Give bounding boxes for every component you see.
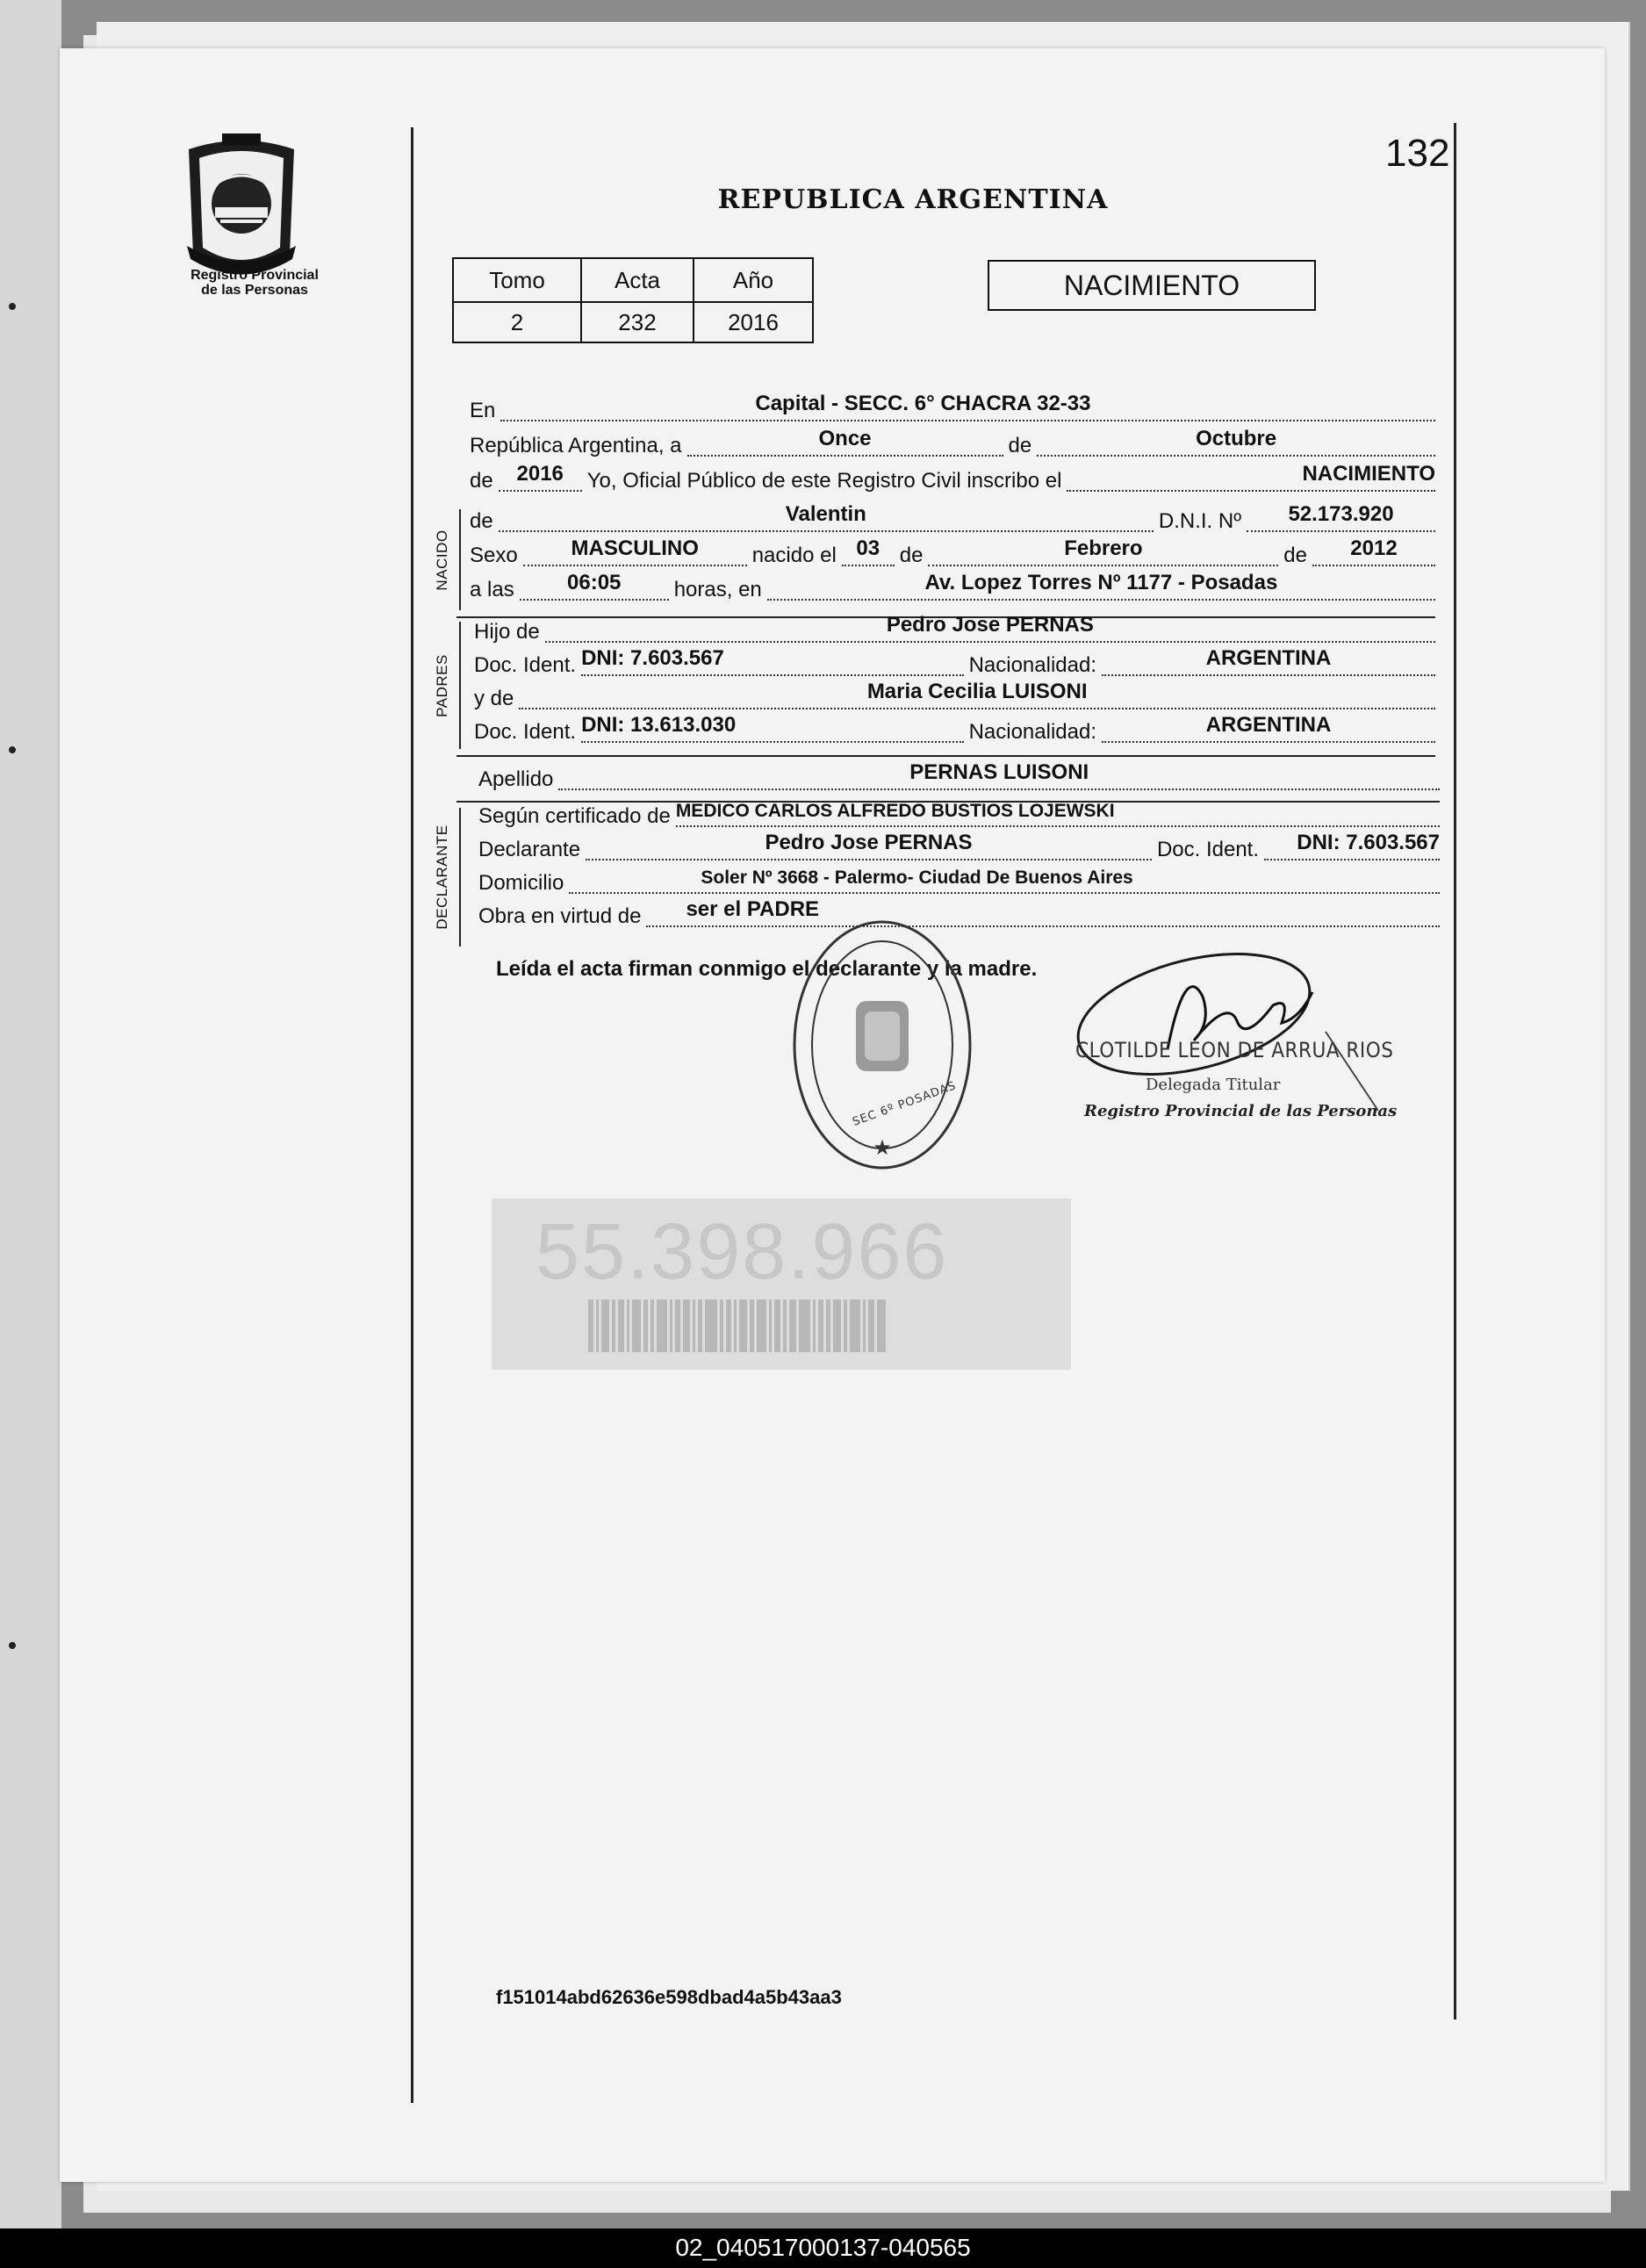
tomo-header: Tomo: [453, 258, 581, 302]
mother-name-value: Maria Cecilia LUISONI: [866, 680, 1088, 703]
anio-value: 2016: [694, 302, 813, 342]
mother-nationality-fill: [1102, 711, 1435, 743]
act-type-value: NACIMIENTO: [1302, 462, 1435, 486]
declarante-line: [478, 831, 1440, 864]
reference-table-header-row: [453, 258, 813, 302]
father-name-value: Pedro Jose PERNAS: [886, 613, 1094, 637]
day-fill: [687, 425, 1003, 457]
sexo-fill: [523, 535, 747, 566]
place-line: [470, 392, 1435, 425]
father-nationality-value: ARGENTINA: [1205, 646, 1332, 670]
registry-caption-line-2: de las Personas: [201, 283, 308, 298]
mother-doc-value: DNI: 13.613.030: [581, 713, 737, 737]
tomo-value: 2: [453, 302, 581, 342]
section-divider: [456, 755, 1435, 757]
father-name-fill: [545, 611, 1435, 643]
place-fill: [500, 390, 1435, 421]
act-type-fill: [1067, 460, 1435, 492]
date-line: [470, 427, 1435, 460]
scan-binding-edge: [0, 0, 61, 2230]
father-doc-value: DNI: 7.603.567: [581, 646, 724, 670]
hora-fill: [520, 569, 669, 601]
child-dni-label: D.N.I. Nº: [1158, 509, 1241, 533]
domicilio-line: [478, 868, 1440, 897]
mother-doc-label: Doc. Ident.: [474, 720, 577, 744]
sexo-value: MASCULINO: [571, 536, 699, 560]
year-fill: [499, 460, 582, 492]
reference-table-value-row: [453, 302, 813, 342]
birth-de-label: de: [899, 544, 924, 567]
hora-value: 06:05: [567, 571, 622, 594]
apellido-value: PERNAS LUISONI: [909, 760, 1089, 784]
declarante-fill: [586, 829, 1152, 860]
closing-statement: Leída el acta firman conmigo el declarante y la madre.: [496, 957, 1038, 981]
scan-footer-bar: [0, 2228, 1646, 2268]
signatory-title: Delegada Titular: [1146, 1076, 1281, 1094]
de-label: de: [1008, 434, 1032, 457]
declarante-label-text: DECLARANTE: [434, 824, 450, 930]
sexo-label: Sexo: [470, 544, 518, 567]
father-doc-line: [474, 646, 1435, 680]
day-value: Once: [818, 427, 872, 450]
page-number: 132: [1385, 132, 1450, 175]
nacido-bracket: [459, 509, 461, 610]
mother-doc-line: [474, 713, 1435, 746]
document-title: REPUBLICA ARGENTINA: [717, 184, 1109, 215]
official-seal-stamp: [790, 913, 974, 1177]
birth-month-value: Febrero: [1064, 536, 1143, 560]
binding-hole: [9, 746, 16, 753]
declarante-bracket: [459, 808, 461, 947]
child-name-fill: [499, 500, 1154, 532]
father-doc-fill: [581, 644, 964, 676]
registry-caption-line-1: Registro Provincial: [190, 268, 319, 283]
child-name-value: Valentin: [785, 502, 866, 526]
obra-fill: [646, 896, 1440, 927]
nacido-label-text: NACIDO: [434, 529, 450, 591]
obra-label: Obra en virtud de: [478, 904, 642, 928]
mother-name-fill: [519, 678, 1435, 709]
left-frame-line: [411, 127, 413, 2103]
mother-line: [474, 680, 1435, 713]
apellido-fill: [558, 759, 1440, 790]
father-nationality-fill: [1102, 644, 1435, 676]
watermark-number: 55.398.966: [535, 1208, 949, 1296]
scan-file-id: 02_040517000137-040565: [675, 2234, 971, 2261]
certificado-value: MEDICO CARLOS ALFREDO BUSTIOS LOJEWSKI: [675, 801, 1115, 821]
document-hash: f151014abd62636e598dbad4a5b43aa3: [496, 1986, 842, 2008]
child-dni-fill: [1247, 500, 1435, 532]
declarante-label: Declarante: [478, 838, 581, 861]
birth-place-value: Av. Lopez Torres Nº 1177 - Posadas: [924, 571, 1278, 594]
place-value: Capital - SECC. 6° CHACRA 32-33: [755, 392, 1091, 415]
father-doc-label: Doc. Ident.: [474, 653, 577, 677]
certificado-fill: [676, 796, 1440, 827]
domicilio-value: Soler Nº 3668 - Palermo- Ciudad De Buenos Aires: [701, 868, 1133, 888]
svg-text:★: ★: [873, 1135, 892, 1160]
father-nationality-label: Nacionalidad:: [968, 653, 1096, 677]
birth-place-fill: [767, 569, 1435, 601]
child-dni-value: 52.173.920: [1288, 502, 1394, 526]
signatory-organization: Registro Provincial de las Personas: [1084, 1102, 1398, 1120]
year-prefix-label: de: [470, 469, 493, 493]
child-de-label: de: [470, 509, 493, 533]
registry-caption: [162, 268, 347, 298]
document-type-box: NACIMIENTO: [988, 260, 1316, 311]
seal-center-text: SEC 6º POSADAS: [851, 1079, 959, 1129]
declarante-value: Pedro Jose PERNAS: [765, 831, 973, 854]
birth-year-fill: [1312, 535, 1435, 566]
birth-de2-label: de: [1283, 544, 1307, 567]
obra-value: ser el PADRE: [686, 897, 820, 921]
declarante-section-label: [433, 808, 452, 947]
horas-en-label: horas, en: [673, 578, 762, 601]
reference-table: [452, 257, 814, 343]
month-fill: [1037, 425, 1435, 457]
statement-text: Yo, Oficial Público de este Registro Civil inscribo el: [586, 469, 1062, 493]
signatory-name: CLOTILDE LEON DE ARRUA RIOS: [1075, 1038, 1394, 1062]
security-watermark: [492, 1199, 1071, 1370]
padres-section-label: [433, 622, 452, 749]
mother-nationality-label: Nacionalidad:: [968, 720, 1096, 744]
birth-month-fill: [928, 535, 1278, 566]
binding-hole: [9, 303, 16, 310]
father-line: [474, 613, 1435, 646]
mother-nationality-value: ARGENTINA: [1205, 713, 1332, 737]
month-value: Octubre: [1196, 427, 1277, 450]
certificado-label: Según certificado de: [478, 804, 671, 828]
acta-value: 232: [581, 302, 694, 342]
y-de-label: y de: [474, 687, 514, 710]
domicilio-fill: [569, 862, 1440, 894]
registration-line: [470, 462, 1435, 495]
year-value: 2016: [516, 462, 564, 486]
declarante-doc-value: DNI: 7.603.567: [1297, 831, 1440, 854]
hora-label: a las: [470, 578, 514, 601]
nacido-section-label: [433, 509, 452, 610]
domicilio-label: Domicilio: [478, 871, 564, 895]
birth-year-value: 2012: [1350, 536, 1398, 560]
hijo-de-label: Hijo de: [474, 620, 540, 644]
apellido-label: Apellido: [478, 767, 554, 791]
certificado-line: [478, 801, 1440, 831]
sex-birthdate-line: [470, 536, 1435, 570]
watermark-barcode: [588, 1300, 974, 1352]
name-line: [470, 502, 1435, 536]
right-frame-line: [1454, 123, 1456, 2020]
padres-bracket: [459, 622, 461, 749]
en-label: En: [470, 399, 496, 422]
acta-header: Acta: [581, 258, 694, 302]
anio-header: Año: [694, 258, 813, 302]
declarante-doc-fill: [1264, 829, 1440, 860]
birth-day-value: 03: [856, 536, 881, 560]
mother-doc-fill: [581, 711, 964, 743]
binding-hole: [9, 1642, 16, 1649]
birth-day-fill: [842, 535, 895, 566]
apellido-line: [478, 760, 1440, 794]
country-label: República Argentina, a: [470, 434, 682, 457]
declarante-doc-label: Doc. Ident.: [1156, 838, 1259, 861]
nacido-el-label: nacido el: [751, 544, 837, 567]
padres-label-text: PADRES: [434, 653, 450, 717]
time-place-line: [470, 571, 1435, 604]
